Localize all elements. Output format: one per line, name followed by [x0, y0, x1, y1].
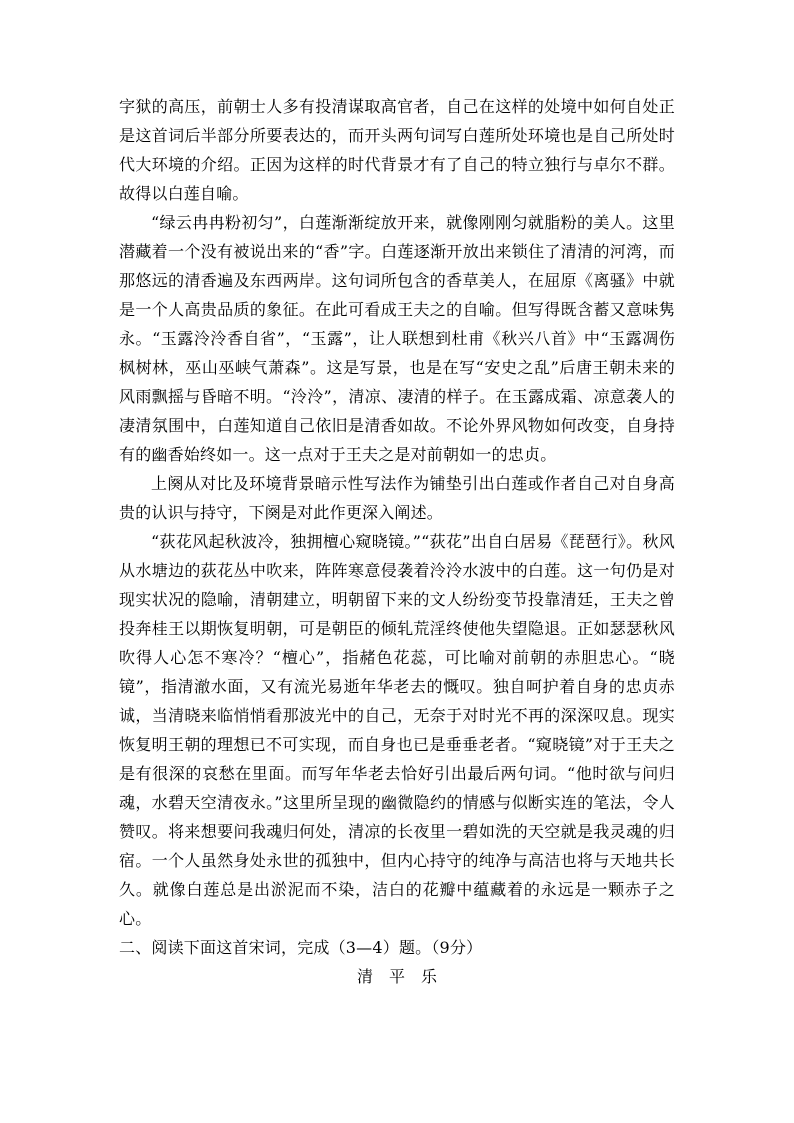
paragraph-continued-context: 字狱的高压，前朝士人多有投清谋取高官者，自己在这样的处境中如何自处正是这首词后半部分所要表达的，而开头两句词写白莲所处环境也是自己所处时代大环境的介绍。正因为这样的时代背景才有了自己的特立独行与卓尔不群。故得以白莲自喻。	[119, 97, 675, 203]
paragraph-upper-stanza-analysis: “绿云冉冉粉初匀”，白莲渐渐绽放开来，就像刚刚匀就脂粉的美人。这里潜藏着一个没有被说出来的“香”字。白莲逐渐开放出来锁住了清清的河湾，而那悠远的清香遍及东西两岸。这句词所包含的香草美人，在屈原《离骚》中就是一个人高贵品质的象征。在此可看成王夫之的自喻。但写得既含蓄又意味隽永。“玉露泠泠香自省”，“玉露”，让人联想到杜甫《秋兴八首》中“玉露凋伤枫树林，巫山巫峡气萧森”。这是写景，也是在写“安史之乱”后唐王朝未来的风雨飘摇与昏暗不明。“泠泠”，清凉、凄清的样子。在玉露成霜、凉意袭人的凄清氛围中，白莲知道自己依旧是清香如故。不论外界风物如何改变，自身持有的幽香始终如一。这一点对于王夫之是对前朝如一的忠贞。	[119, 213, 675, 464]
paragraph-lower-stanza-analysis: “荻花风起秋波冷，独拥檀心窥晓镜。”“荻花”出自白居易《琵琶行》。秋风从水塘边的荻花丛中吹来，阵阵寒意侵袭着泠泠水波中的白莲。这一句仍是对现实状况的隐喻，清朝建立，明朝留下来的文人纷纷变节投靠清廷，王夫之曾投奔桂王以期恢复明朝，可是朝臣的倾轧荒淫终使他失望隐退。正如瑟瑟秋风吹得人心怎不寒冷？“檀心”，指赭色花蕊，可比喻对前朝的赤胆忠心。“晓镜”，指清澈水面，又有流光易逝年华老去的慨叹。独自呵护着自身的忠贞赤诚，当清晓来临悄悄看那波光中的自己，无奈于对时光不再的深深叹息。现实恢复明王朝的理想已不可实现，而自身也已是垂垂老者。“窥晓镜”对于王夫之是有很深的哀愁在里面。而写年华老去恰好引出最后两句词。“他时欲与问归魂，水碧天空清夜永。”这里所呈现的幽微隐约的情感与似断实连的笔法，令人赞叹。将来想要问我魂归何处，清凉的长夜里一碧如洗的天空就是我灵魂的归宿。一个人虽然身处永世的孤独中，但内心持守的纯净与高洁也将与天地共长久。就像白莲总是出淤泥而不染，洁白的花瓣中蕴藏着的永远是一颗赤子之心。	[119, 532, 675, 928]
paragraph-stanza-transition: 上阕从对比及环境背景暗示性写法作为铺垫引出白莲或作者自己对自身高贵的认识与持守，下阕是对此作更深入阐述。	[119, 474, 675, 522]
document-body	[119, 92, 675, 991]
poem-title: 清平乐	[356, 967, 453, 986]
question-section-heading: 二、阅读下面这首宋词，完成（3—4）题。（9分）	[119, 938, 483, 957]
